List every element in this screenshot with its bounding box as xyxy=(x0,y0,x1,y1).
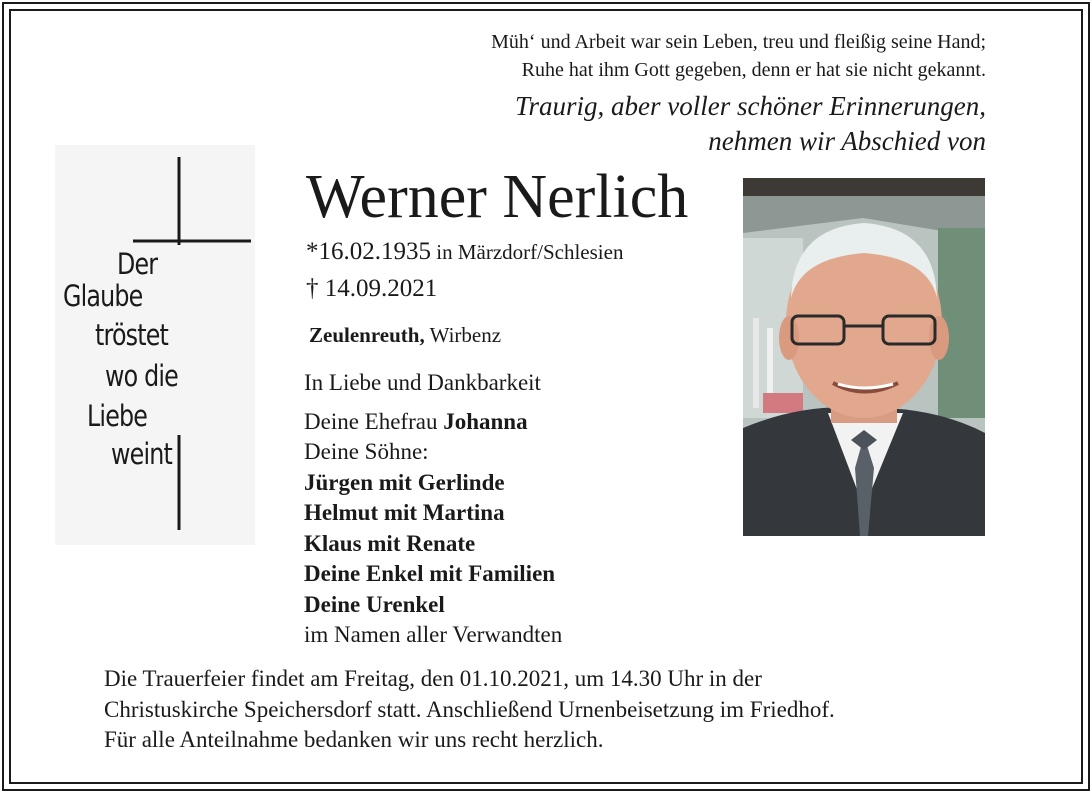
mourners-list xyxy=(304,368,562,651)
funeral-notice xyxy=(104,664,835,756)
death-date: † 14.09.2021 xyxy=(306,275,438,302)
cross-word-6: weint xyxy=(111,437,172,471)
intro-line-1: Traurig, aber voller schöner Erinnerungen, xyxy=(515,91,986,121)
deceased-name: Werner Nerlich xyxy=(306,163,689,231)
residence-town: Zeulenreuth, xyxy=(309,323,425,347)
sons-label: Deine Söhne: xyxy=(304,439,429,464)
cross-illustration xyxy=(55,145,255,545)
birth-place: in Märzdorf/Schlesien xyxy=(431,240,624,264)
footer-line-1: Die Trauerfeier findet am Freitag, den 01.10.2021, um 14.30 Uhr in der xyxy=(104,666,762,691)
son-1: Jürgen mit Gerlinde xyxy=(304,469,505,495)
wife-prefix: Deine Ehefrau xyxy=(304,408,444,434)
cross-word-3: tröstet xyxy=(95,318,169,352)
intro-line-2: nehmen wir Abschied von xyxy=(708,126,986,156)
mourners-intro: In Liebe und Dankbarkeit xyxy=(304,370,541,395)
son-2: Helmut mit Martina xyxy=(304,500,505,525)
portrait-photo xyxy=(743,178,985,536)
portrait-image xyxy=(743,178,985,536)
grandchildren: Deine Enkel mit Familien xyxy=(304,561,556,586)
great-grandchildren: Deine Urenkel xyxy=(304,591,445,617)
footer-line-2: Christuskirche Speichersdorf statt. Anschließend Urnenbeisetzung im Friedhof. xyxy=(104,696,835,722)
son-3: Klaus mit Renate xyxy=(304,530,476,556)
birth-date: *16.02.1935 xyxy=(306,238,431,265)
cross-word-4: wo die xyxy=(105,359,178,393)
residence xyxy=(309,321,501,349)
cross-word-5: Liebe xyxy=(87,399,148,433)
poem xyxy=(491,28,986,84)
footer-line-3: Für alle Anteilnahme bedanken wir uns recht herzlich. xyxy=(104,727,604,752)
wife-name: Johanna xyxy=(443,408,528,434)
poem-line-1: Müh‘ und Arbeit war sein Leben, treu und fleißig seine Hand; xyxy=(491,31,986,53)
cross-word-1: Der xyxy=(117,247,158,281)
wife-line xyxy=(304,407,562,438)
poem-line-2: Ruhe hat ihm Gott gegeben, denn er hat sie nicht gekannt. xyxy=(521,59,986,81)
intro-text xyxy=(515,89,986,159)
relatives-line: im Namen aller Verwandten xyxy=(304,622,563,647)
cross-word-2: Glaube xyxy=(63,279,143,313)
residence-district: Wirbenz xyxy=(424,323,502,347)
birth-info xyxy=(306,237,623,267)
